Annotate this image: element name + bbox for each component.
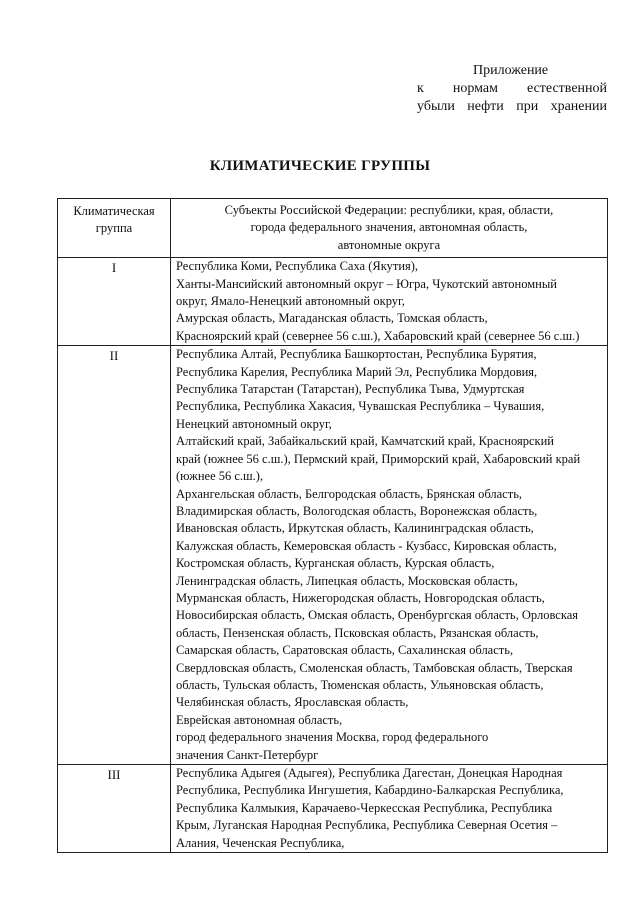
subject-line: Республика, Республика Ингушетия, Кабардино-Балкарская Республика, bbox=[176, 783, 564, 798]
climate-groups-table bbox=[57, 198, 608, 853]
subject-line: край (южнее 56 с.ш.), Пермский край, Приморский край, Хабаровский край bbox=[176, 451, 581, 466]
subject-line: Владимирская область, Вологодская область, Воронежская область, bbox=[176, 503, 538, 518]
table-row bbox=[58, 258, 608, 346]
subject-line: Республика Алтай, Республика Башкортостан, Республика Бурятия, bbox=[176, 347, 537, 362]
appendix-word: нормам bbox=[452, 81, 498, 96]
group-number: I bbox=[58, 258, 171, 346]
table-row bbox=[58, 346, 608, 765]
appendix-line-2 bbox=[417, 80, 607, 98]
appendix-word: при bbox=[516, 99, 539, 114]
header-line: Субъекты Российской Федерации: республики, края, области, bbox=[224, 203, 554, 217]
appendix-word: нефти bbox=[467, 99, 504, 114]
subject-line: Республика Карелия, Республика Марий Эл, Республика Мордовия, bbox=[176, 364, 538, 379]
page-title: КЛИМАТИЧЕСКИЕ ГРУППЫ bbox=[209, 158, 431, 174]
appendix-line-1: Приложение bbox=[473, 63, 549, 78]
subject-line: область, Пензенская область, Псковская область, Рязанская область, bbox=[176, 625, 539, 640]
subject-line: Красноярский край (севернее 56 с.ш.), Хабаровский край (севернее 56 с.ш.) bbox=[176, 328, 580, 343]
subject-line: Калужская область, Кемеровская область - Кузбасс, Кировская область, bbox=[176, 538, 557, 553]
header-line: автономные округа bbox=[337, 237, 441, 252]
subject-line: Алтайский край, Забайкальский край, Камчатский край, Красноярский bbox=[176, 434, 554, 449]
subject-line: Республика Адыгея (Адыгея), Республика Дагестан, Донецкая Народная bbox=[176, 766, 563, 780]
subject-line: Амурская область, Магаданская область, Томская область, bbox=[176, 311, 488, 326]
header-line: Климатическая bbox=[73, 204, 155, 218]
group-number: II bbox=[58, 346, 171, 765]
subject-line: Костромская область, Курганская область, Курская область, bbox=[176, 556, 495, 571]
appendix-word: естественной bbox=[527, 81, 608, 96]
appendix-word: к bbox=[417, 81, 424, 96]
appendix-line-3 bbox=[417, 98, 607, 116]
table-row bbox=[58, 765, 608, 853]
header-line: группа bbox=[95, 221, 133, 236]
subject-line: город федерального значения Москва, город федерального bbox=[176, 730, 489, 745]
group-number: III bbox=[58, 765, 171, 853]
subject-line: Самарская область, Саратовская область, Сахалинская область, bbox=[176, 643, 514, 658]
subject-line: Крым, Луганская Народная Республика, Республика Северная Осетия – bbox=[176, 818, 558, 833]
subject-line: округ, Ямало-Ненецкий автономный округ, bbox=[176, 294, 405, 309]
subject-line: (южнее 56 с.ш.), bbox=[176, 469, 264, 484]
header-line: города федерального значения, автономная область, bbox=[250, 220, 528, 235]
subject-line: Челябинская область, Ярославская область, bbox=[176, 695, 409, 710]
subject-line: Ивановская область, Иркутская область, Калининградская область, bbox=[176, 521, 534, 536]
subject-line: область, Тульская область, Тюменская область, Ульяновская область, bbox=[176, 677, 544, 692]
header-subjects bbox=[171, 199, 608, 258]
subject-line: Мурманская область, Нижегородская область, Новгородская область, bbox=[176, 590, 545, 605]
appendix-word: хранении bbox=[550, 99, 607, 114]
subjects-list bbox=[171, 346, 608, 765]
subject-line: Еврейская автономная область, bbox=[176, 712, 343, 727]
subjects-list bbox=[171, 765, 608, 853]
subject-line: Ханты-Мансийский автономный округ – Югра, Чукотский автономный bbox=[176, 276, 557, 291]
subject-line: Республика, Республика Хакасия, Чувашская Республика – Чувашия, bbox=[176, 399, 545, 414]
subject-line: Алания, Чеченская Республика, bbox=[176, 835, 345, 850]
subjects-list bbox=[171, 258, 608, 346]
subject-line: Ненецкий автономный округ, bbox=[176, 416, 332, 431]
subject-line: Республика Татарстан (Татарстан), Республика Тыва, Удмуртская bbox=[176, 382, 525, 397]
subject-line: Республика Коми, Республика Саха (Якутия), bbox=[176, 259, 419, 274]
table-header-row bbox=[58, 199, 608, 258]
subject-line: Республика Калмыкия, Карачаево-Черкесская Республика, Республика bbox=[176, 800, 553, 815]
subject-line: Архангельская область, Белгородская область, Брянская область, bbox=[176, 486, 523, 501]
subject-line: значения Санкт-Петербург bbox=[176, 747, 319, 762]
appendix-word: убыли bbox=[417, 99, 455, 114]
appendix-note bbox=[417, 62, 607, 116]
subject-line: Ленинградская область, Липецкая область, Московская область, bbox=[176, 573, 518, 588]
subject-line: Свердловская область, Смоленская область, Тамбовская область, Тверская bbox=[176, 660, 573, 675]
header-climate-group bbox=[58, 199, 171, 258]
subject-line: Новосибирская область, Омская область, Оренбургская область, Орловская bbox=[176, 608, 579, 623]
